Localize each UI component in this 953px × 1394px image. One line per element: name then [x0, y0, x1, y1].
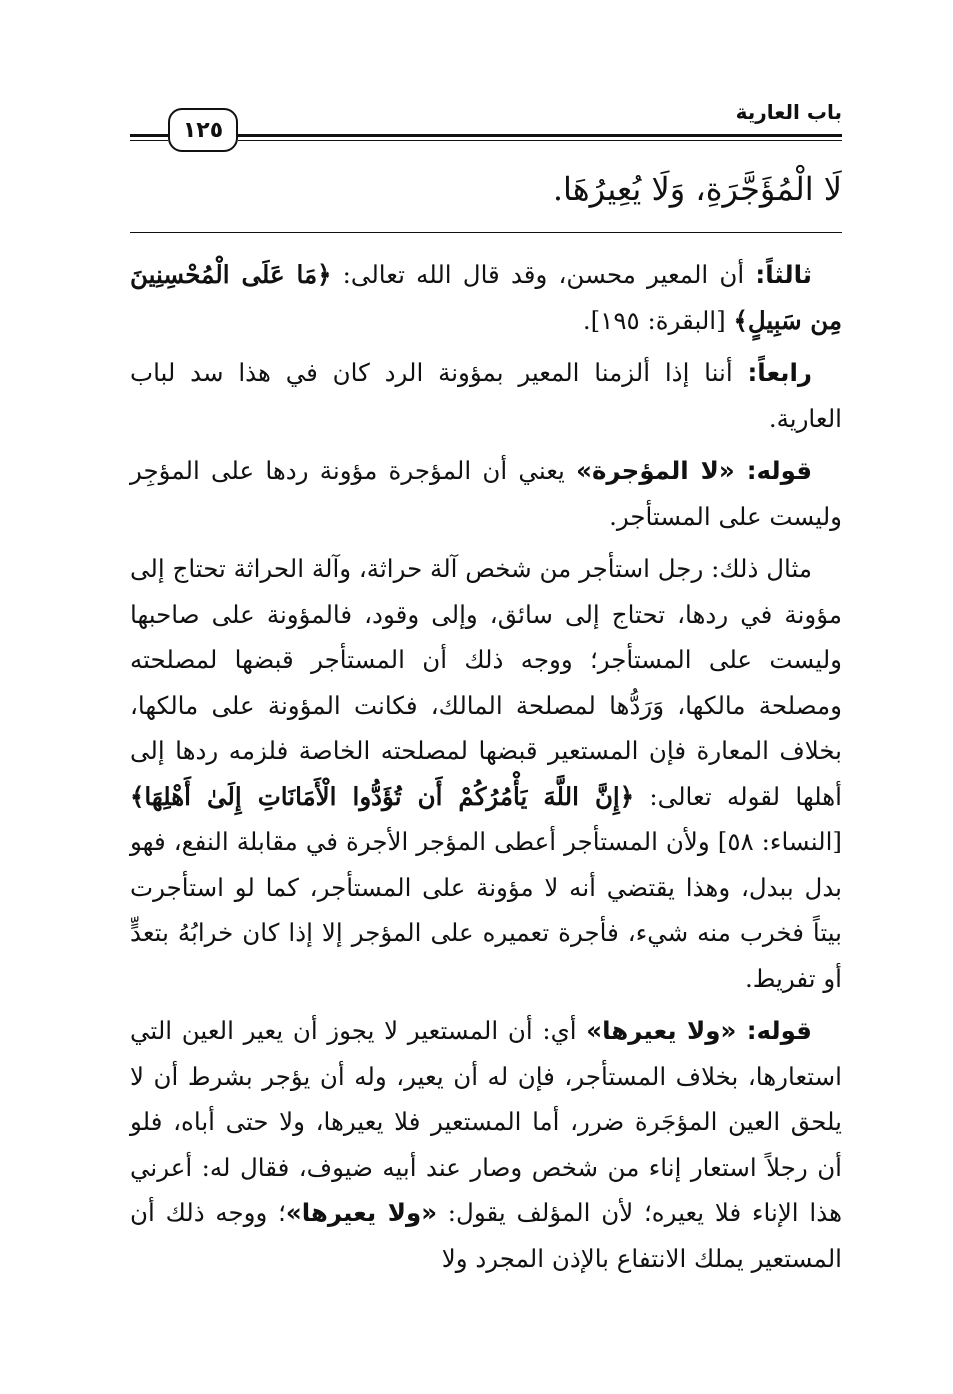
hadith-text: لَا الْمُؤَجَّرَةِ، وَلَا يُعِيرُهَا. [552, 170, 842, 208]
paragraph-lead: قوله: [746, 1016, 812, 1045]
commentary-body [130, 252, 842, 1288]
paragraph-example [130, 546, 842, 1001]
paragraph-lead: قوله: [746, 456, 812, 485]
page-number: ١٢٥ [168, 108, 238, 152]
matn-quote: «ولا يعيرها» [586, 1016, 747, 1045]
paragraph-text: مثال ذلك: رجل استأجر من شخص آلة حراثة، وآلة الحراثة تحتاج إلى مؤونة في ردها، تحتاج إلى سائق، وإلى وقود، فالمؤونة على صاحبها وليست على المستأجر؛ ووجه ذلك أن المستأجر قبضها لمصلحته ومصلحة مالكها، وَرَدُّها لمصلحة المالك، فكانت المؤونة على مالكها، بخلاف المعارة فإن المستعير قبضها لمصلحته الخاصة فلزمه ردها إلى أهلها لقوله تعالى: [130, 554, 842, 811]
paragraph-lead: رابعاً: [747, 358, 812, 387]
paragraph-text: أي: أن المستعير لا يجوز أن يعير العين التي استعارها، بخلاف المستأجر، فإن له أن يعير، وله أن يؤجر بشرط أن لا يلحق العين المؤجَرة ضرر، أما المستعير فلا يعيرها، ولا حتى أباه، فلو أن رجلاً استعار إناء من شخص وصار عند أبيه ضيوف، فقال له: أعرني هذا الإناء فلا يعيره؛ لأن المؤلف يقول: [130, 1016, 842, 1227]
header-rule-left [130, 134, 168, 141]
section-divider [130, 232, 842, 233]
paragraph-text: [البقرة: ١٩٥]. [582, 305, 734, 335]
paragraph-text: أننا إذا ألزمنا المعير بمؤونة الرد كان في هذا سد لباب العارية. [130, 358, 842, 433]
paragraph-lead: ثالثاً: [755, 260, 812, 289]
quran-quote: ﴿إِنَّ اللَّهَ يَأْمُرُكُمْ أَن تُؤَدُّوا الْأَمَانَاتِ إِلَىٰ أَهْلِهَا﴾ [130, 781, 635, 811]
paragraph-third-reason [130, 252, 842, 343]
quran-quote: ﴿مَا عَلَى الْمُحْسِنِينَ مِن سَبِيلٍ﴾ [130, 260, 842, 335]
paragraph-quote-lend [130, 1008, 842, 1281]
paragraph-text: [النساء: ٥٨] ولأن المستأجر أعطى المؤجر الأجرة في مقابلة النفع، فهو بدل ببدل، وهذا يقتضي أنه لا مؤونة على المستأجر، كما لو استأجرت بيتاً فخرب منه شيء، فأجرة تعميره على المؤجر إلا إذا كان خرابُهُ بتعدٍّ أو تفريط. [130, 827, 842, 993]
paragraph-text: أن المعير محسن، وقد قال الله تعالى: [331, 260, 756, 289]
page-header [130, 98, 842, 158]
paragraph-text: ؛ ووجه ذلك أن المستعير يملك الانتفاع بالإذن المجرد ولا [130, 1198, 842, 1273]
paragraph-quote-rented [130, 448, 842, 539]
chapter-title: باب العارية [735, 100, 842, 124]
paragraph-text: يعني أن المؤجرة مؤونة ردها على المؤجِر وليست على المستأجر. [130, 456, 842, 531]
header-rule [238, 134, 842, 141]
paragraph-fourth-reason [130, 350, 842, 441]
matn-quote: «لا المؤجرة» [576, 456, 747, 485]
matn-quote: «ولا يعيرها» [285, 1198, 438, 1227]
